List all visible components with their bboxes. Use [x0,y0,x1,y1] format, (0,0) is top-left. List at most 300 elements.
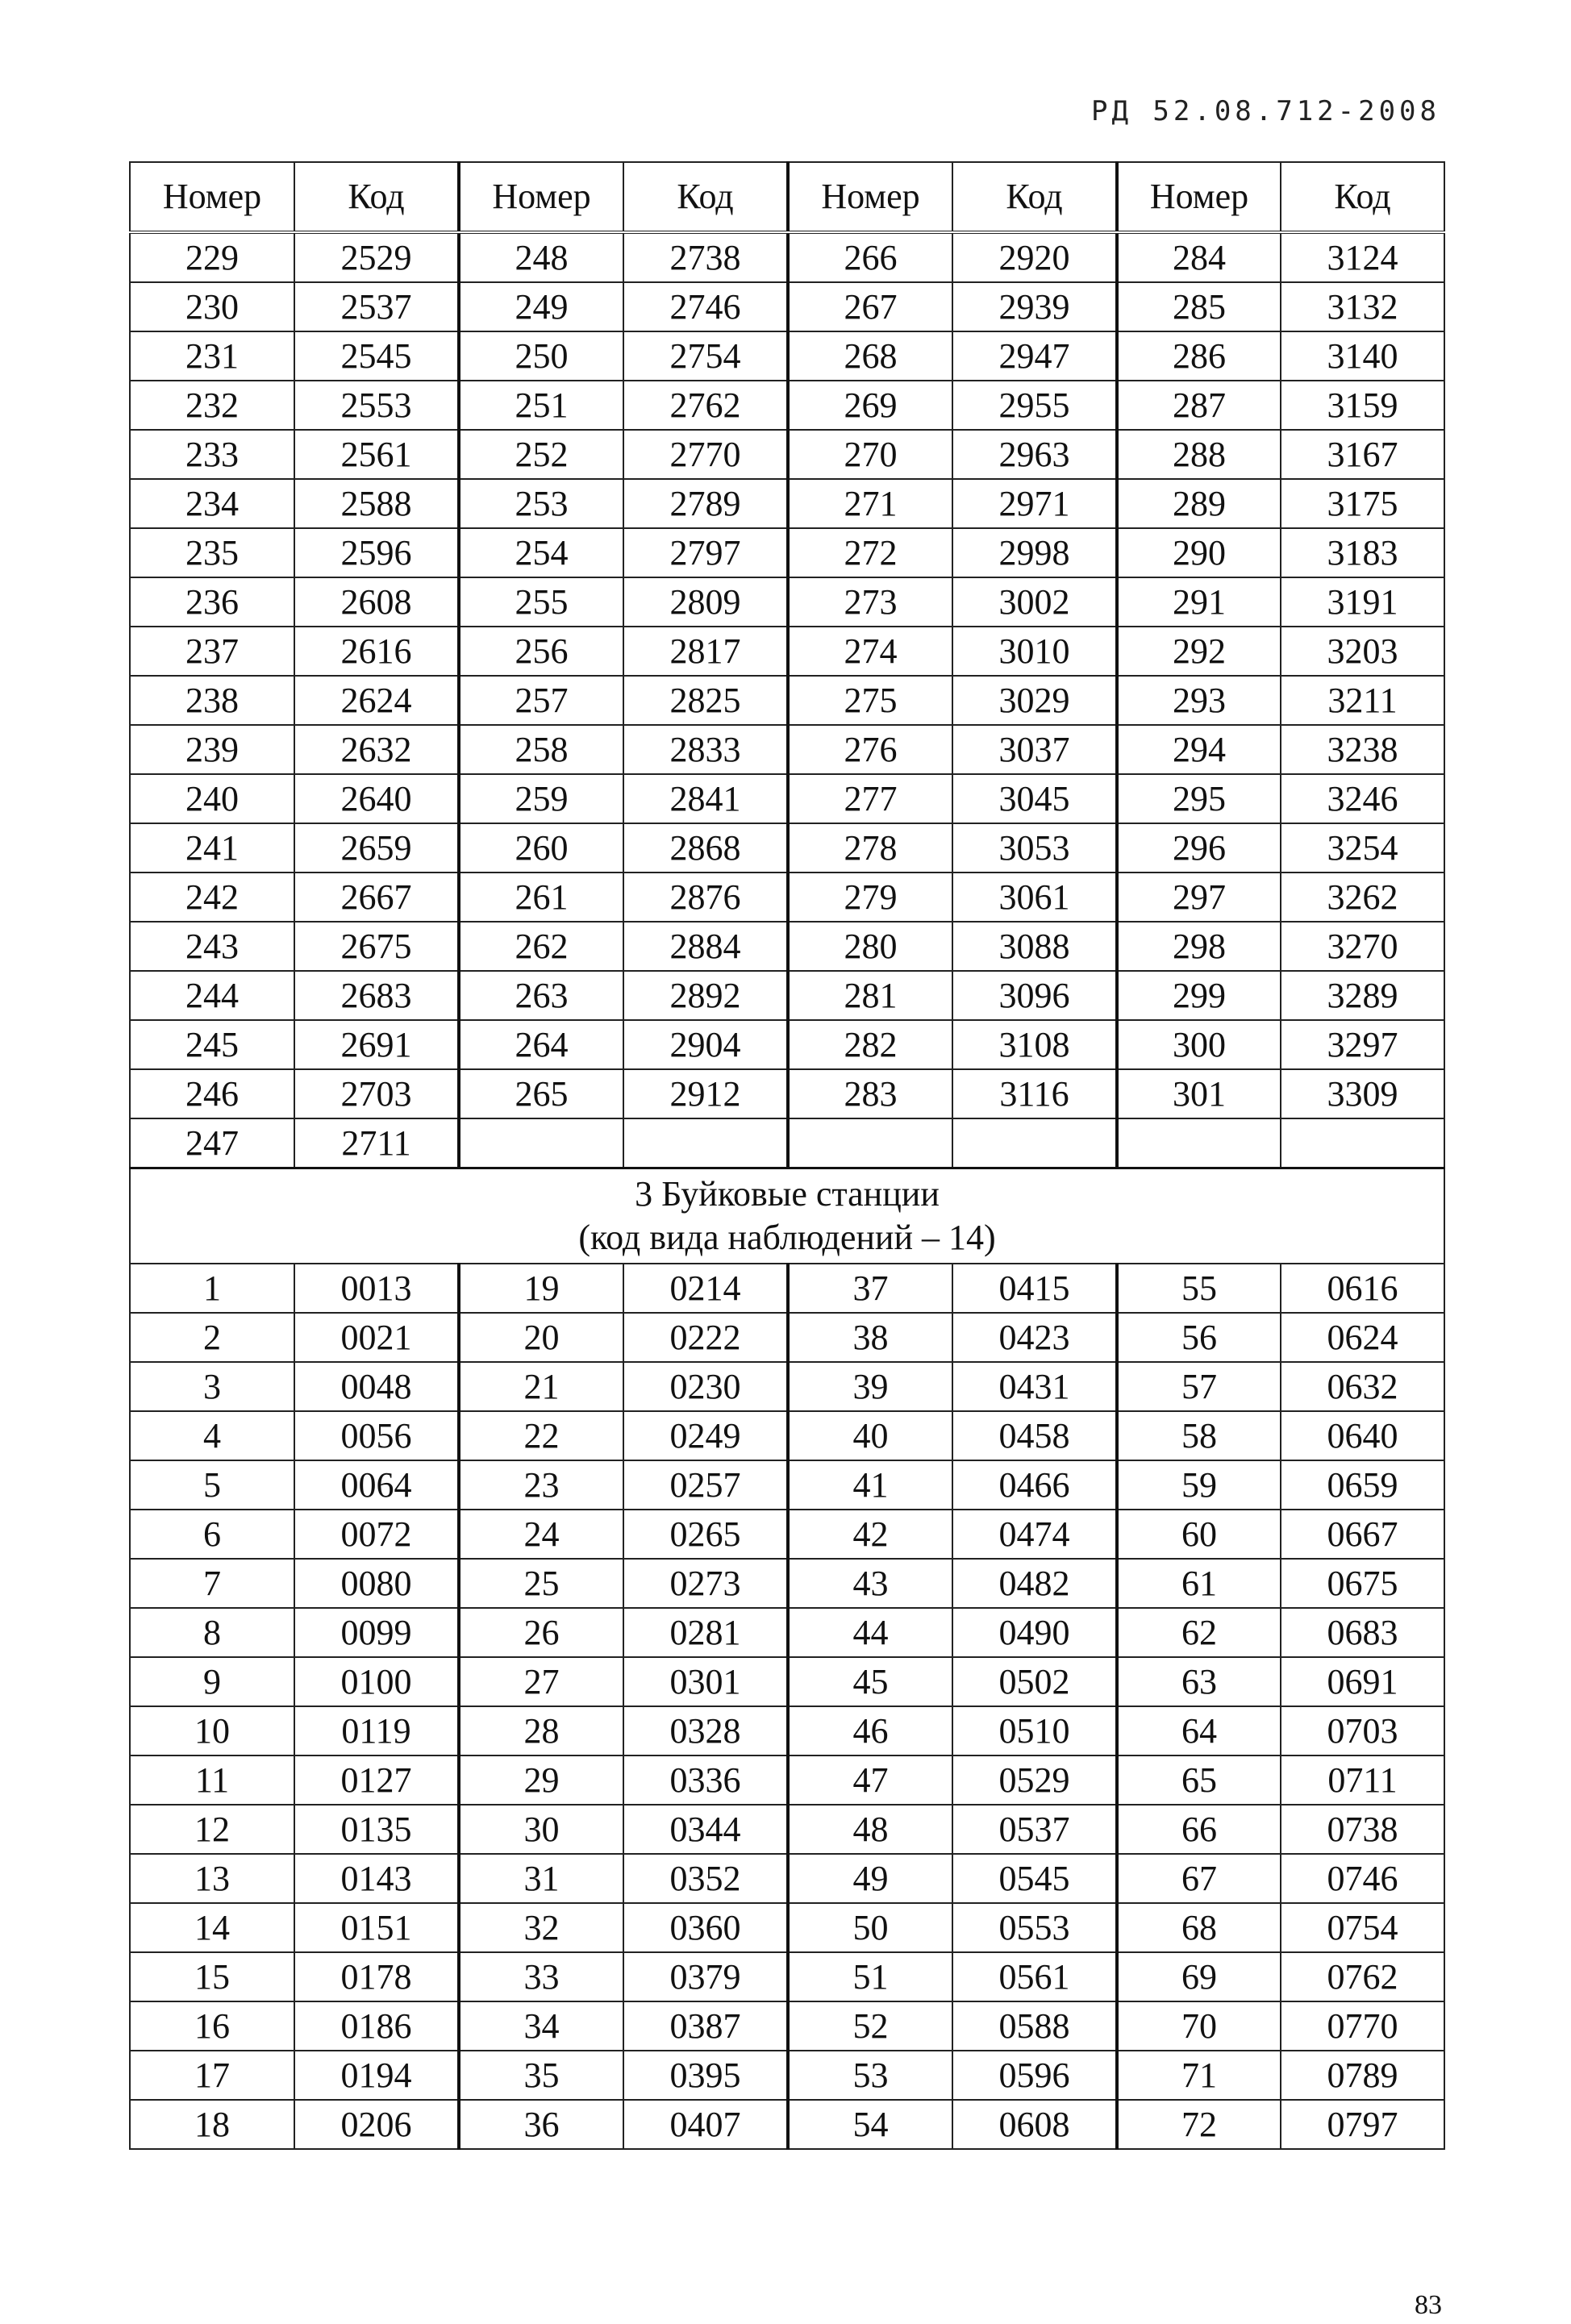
number-cell: 55 [1117,1264,1281,1313]
code-cell: 2892 [623,971,788,1020]
number-cell: 22 [459,1411,623,1460]
code-cell: 0711 [1281,1755,1444,1805]
number-cell: 270 [788,430,952,479]
number-cell: 63 [1117,1657,1281,1706]
table-row [130,2051,1444,2100]
code-cell: 0561 [952,1952,1117,2001]
code-cell: 0640 [1281,1411,1444,1460]
code-cell: 2825 [623,676,788,725]
code-cell: 3254 [1281,823,1444,873]
number-cell [459,1118,623,1168]
column-header-code: Код [1281,162,1444,232]
number-cell: 293 [1117,676,1281,725]
code-cell: 3270 [1281,922,1444,971]
number-cell: 32 [459,1903,623,1952]
code-cell: 3053 [952,823,1117,873]
number-cell: 235 [130,528,294,577]
code-cell: 2624 [294,676,459,725]
code-cell: 3116 [952,1069,1117,1118]
number-cell: 245 [130,1020,294,1069]
number-cell: 43 [788,1559,952,1608]
number-cell: 48 [788,1805,952,1854]
code-cell: 3045 [952,774,1117,823]
code-cell: 0099 [294,1608,459,1657]
column-header-number: Номер [788,162,952,232]
code-cell: 0529 [952,1755,1117,1805]
number-cell: 57 [1117,1362,1281,1411]
table-body-part2 [130,1264,1444,2149]
code-cell: 0206 [294,2100,459,2149]
code-cell: 3140 [1281,331,1444,381]
code-cell: 3010 [952,627,1117,676]
code-cell: 0048 [294,1362,459,1411]
number-cell: 251 [459,381,623,430]
number-cell: 253 [459,479,623,528]
number-cell: 297 [1117,873,1281,922]
number-cell: 10 [130,1706,294,1755]
number-cell: 267 [788,282,952,331]
code-cell: 2683 [294,971,459,1020]
number-cell: 248 [459,232,623,282]
code-cell: 2545 [294,331,459,381]
number-cell: 272 [788,528,952,577]
number-cell: 263 [459,971,623,1020]
table-row [130,2100,1444,2149]
number-cell: 52 [788,2001,952,2051]
number-cell: 37 [788,1264,952,1313]
table-row [130,1313,1444,1362]
header-row [130,162,1444,232]
code-cell: 0273 [623,1559,788,1608]
section-title: 3 Буйковые станции [635,1174,940,1214]
number-cell: 236 [130,577,294,627]
number-cell: 241 [130,823,294,873]
code-cell: 0754 [1281,1903,1444,1952]
number-cell: 12 [130,1805,294,1854]
table-row [130,1805,1444,1854]
number-cell: 234 [130,479,294,528]
code-cell: 2884 [623,922,788,971]
table-row [130,1362,1444,1411]
number-cell: 231 [130,331,294,381]
code-cell: 0545 [952,1854,1117,1903]
code-cell: 0553 [952,1903,1117,1952]
number-cell: 44 [788,1608,952,1657]
code-cell: 0762 [1281,1952,1444,2001]
number-cell: 233 [130,430,294,479]
page-number: 83 [1415,2290,1442,2320]
code-cell: 0395 [623,2051,788,2100]
number-cell: 61 [1117,1559,1281,1608]
code-cell: 2868 [623,823,788,873]
number-cell: 4 [130,1411,294,1460]
number-cell: 294 [1117,725,1281,774]
code-cell: 0387 [623,2001,788,2051]
code-cell: 0667 [1281,1510,1444,1559]
number-cell: 34 [459,2001,623,2051]
number-cell: 290 [1117,528,1281,577]
code-cell: 3096 [952,971,1117,1020]
number-cell: 72 [1117,2100,1281,2149]
code-cell: 3088 [952,922,1117,971]
number-cell: 261 [459,873,623,922]
number-cell: 3 [130,1362,294,1411]
code-cell: 2770 [623,430,788,479]
number-cell: 5 [130,1460,294,1510]
number-cell: 33 [459,1952,623,2001]
code-cell: 0746 [1281,1854,1444,1903]
code-cell: 2616 [294,627,459,676]
code-cell: 0624 [1281,1313,1444,1362]
number-cell: 275 [788,676,952,725]
table-row [130,577,1444,627]
number-cell: 30 [459,1805,623,1854]
code-cell: 3037 [952,725,1117,774]
number-cell: 292 [1117,627,1281,676]
code-cell: 0675 [1281,1559,1444,1608]
number-cell: 298 [1117,922,1281,971]
code-cell: 0328 [623,1706,788,1755]
code-cell: 0344 [623,1805,788,1854]
number-cell: 45 [788,1657,952,1706]
number-cell: 282 [788,1020,952,1069]
table-row [130,1706,1444,1755]
table-row [130,1264,1444,1313]
code-cell: 2691 [294,1020,459,1069]
column-header-number: Номер [459,162,623,232]
number-cell: 23 [459,1460,623,1510]
number-cell: 296 [1117,823,1281,873]
code-cell: 2998 [952,528,1117,577]
number-cell: 283 [788,1069,952,1118]
number-cell: 299 [1117,971,1281,1020]
number-cell: 276 [788,725,952,774]
table-row [130,873,1444,922]
code-cell: 0616 [1281,1264,1444,1313]
code-cell: 2817 [623,627,788,676]
code-cell: 3246 [1281,774,1444,823]
code-cell: 3238 [1281,725,1444,774]
number-cell: 244 [130,971,294,1020]
section-header-row [130,1168,1444,1264]
code-cell: 2809 [623,577,788,627]
code-cell: 0056 [294,1411,459,1460]
code-cell: 3297 [1281,1020,1444,1069]
code-cell: 2955 [952,381,1117,430]
station-code-table [129,161,1445,2150]
number-cell: 70 [1117,2001,1281,2051]
number-cell: 266 [788,232,952,282]
number-cell: 247 [130,1118,294,1168]
number-cell: 13 [130,1854,294,1903]
code-cell: 0703 [1281,1706,1444,1755]
number-cell: 11 [130,1755,294,1805]
table-row [130,1657,1444,1706]
table-row [130,232,1444,282]
number-cell: 36 [459,2100,623,2149]
code-cell: 3183 [1281,528,1444,577]
number-cell: 258 [459,725,623,774]
code-cell: 0352 [623,1854,788,1903]
code-cell: 2588 [294,479,459,528]
code-cell: 2939 [952,282,1117,331]
table-row [130,1854,1444,1903]
number-cell: 279 [788,873,952,922]
number-cell: 295 [1117,774,1281,823]
table-row [130,282,1444,331]
number-cell: 49 [788,1854,952,1903]
column-header-number: Номер [130,162,294,232]
number-cell: 260 [459,823,623,873]
number-cell: 53 [788,2051,952,2100]
code-cell: 0186 [294,2001,459,2051]
table-row [130,1608,1444,1657]
code-cell: 3061 [952,873,1117,922]
code-cell: 2963 [952,430,1117,479]
code-cell: 3159 [1281,381,1444,430]
code-cell: 3132 [1281,282,1444,331]
number-cell: 39 [788,1362,952,1411]
code-cell: 3175 [1281,479,1444,528]
number-cell: 278 [788,823,952,873]
number-cell: 41 [788,1460,952,1510]
number-cell: 249 [459,282,623,331]
code-cell: 2833 [623,725,788,774]
code-cell: 0431 [952,1362,1117,1411]
code-cell: 2659 [294,823,459,873]
code-cell: 0013 [294,1264,459,1313]
code-cell: 2797 [623,528,788,577]
table-row [130,331,1444,381]
number-cell: 15 [130,1952,294,2001]
number-cell: 18 [130,2100,294,2149]
number-cell: 46 [788,1706,952,1755]
code-cell: 0281 [623,1608,788,1657]
number-cell: 255 [459,577,623,627]
number-cell: 7 [130,1559,294,1608]
code-cell: 2762 [623,381,788,430]
code-cell: 2537 [294,282,459,331]
number-cell: 29 [459,1755,623,1805]
code-cell: 0510 [952,1706,1117,1755]
code-cell: 0502 [952,1657,1117,1706]
number-cell: 254 [459,528,623,577]
code-cell: 2640 [294,774,459,823]
number-cell: 287 [1117,381,1281,430]
number-cell: 16 [130,2001,294,2051]
code-cell: 2754 [623,331,788,381]
code-cell: 0482 [952,1559,1117,1608]
code-cell: 0770 [1281,2001,1444,2051]
table-row [130,2001,1444,2051]
table-row [130,1559,1444,1608]
code-cell: 3211 [1281,676,1444,725]
number-cell: 273 [788,577,952,627]
number-cell: 274 [788,627,952,676]
number-cell: 67 [1117,1854,1281,1903]
number-cell: 237 [130,627,294,676]
code-cell: 0588 [952,2001,1117,2051]
number-cell [788,1118,952,1168]
number-cell: 50 [788,1903,952,1952]
number-cell: 40 [788,1411,952,1460]
code-cell: 0064 [294,1460,459,1510]
code-cell: 0100 [294,1657,459,1706]
table-row [130,1952,1444,2001]
code-cell: 2920 [952,232,1117,282]
table-row [130,1411,1444,1460]
number-cell: 31 [459,1854,623,1903]
number-cell: 243 [130,922,294,971]
code-cell: 2904 [623,1020,788,1069]
number-cell: 27 [459,1657,623,1706]
number-cell: 58 [1117,1411,1281,1460]
table-row [130,1020,1444,1069]
number-cell: 42 [788,1510,952,1559]
code-cell: 2675 [294,922,459,971]
table-row [130,381,1444,430]
number-cell: 71 [1117,2051,1281,2100]
code-cell: 2553 [294,381,459,430]
number-cell: 14 [130,1903,294,1952]
number-cell: 51 [788,1952,952,2001]
code-cell: 2738 [623,232,788,282]
table-row [130,676,1444,725]
number-cell: 6 [130,1510,294,1559]
code-cell: 0080 [294,1559,459,1608]
code-cell: 0789 [1281,2051,1444,2100]
code-cell: 0632 [1281,1362,1444,1411]
code-cell: 0797 [1281,2100,1444,2149]
number-cell: 8 [130,1608,294,1657]
column-header-code: Код [294,162,459,232]
number-cell: 2 [130,1313,294,1362]
code-cell: 0127 [294,1755,459,1805]
code-cell: 0257 [623,1460,788,1510]
number-cell: 24 [459,1510,623,1559]
code-cell: 0265 [623,1510,788,1559]
code-cell: 2876 [623,873,788,922]
code-cell: 0490 [952,1608,1117,1657]
number-cell: 239 [130,725,294,774]
number-cell: 47 [788,1755,952,1805]
code-cell: 3203 [1281,627,1444,676]
number-cell: 21 [459,1362,623,1411]
number-cell: 246 [130,1069,294,1118]
code-cell [623,1118,788,1168]
code-cell: 0021 [294,1313,459,1362]
code-cell: 0194 [294,2051,459,2100]
code-cell: 3289 [1281,971,1444,1020]
code-cell: 0222 [623,1313,788,1362]
number-cell: 1 [130,1264,294,1313]
table-row [130,1069,1444,1118]
code-cell: 0249 [623,1411,788,1460]
number-cell: 289 [1117,479,1281,528]
number-cell: 262 [459,922,623,971]
number-cell: 66 [1117,1805,1281,1854]
number-cell: 250 [459,331,623,381]
table-row [130,922,1444,971]
number-cell: 280 [788,922,952,971]
number-cell: 301 [1117,1069,1281,1118]
number-cell [1117,1118,1281,1168]
code-cell: 3167 [1281,430,1444,479]
number-cell: 242 [130,873,294,922]
code-cell: 0683 [1281,1608,1444,1657]
number-cell: 291 [1117,577,1281,627]
number-cell: 68 [1117,1903,1281,1952]
number-cell: 256 [459,627,623,676]
code-cell: 2841 [623,774,788,823]
number-cell: 69 [1117,1952,1281,2001]
number-cell: 38 [788,1313,952,1362]
number-cell: 59 [1117,1460,1281,1510]
number-cell: 259 [459,774,623,823]
code-cell: 0537 [952,1805,1117,1854]
table-row [130,725,1444,774]
code-cell: 0738 [1281,1805,1444,1854]
number-cell: 288 [1117,430,1281,479]
number-cell: 284 [1117,232,1281,282]
section-header-body [130,1168,1444,1264]
document-code: РД 52.08.712-2008 [1091,95,1440,127]
number-cell: 286 [1117,331,1281,381]
number-cell: 56 [1117,1313,1281,1362]
code-cell: 2746 [623,282,788,331]
number-cell: 9 [130,1657,294,1706]
code-cell: 0230 [623,1362,788,1411]
table-row [130,1118,1444,1168]
code-cell: 0608 [952,2100,1117,2149]
number-cell: 35 [459,2051,623,2100]
code-cell: 2561 [294,430,459,479]
section-header-cell [130,1168,1444,1264]
number-cell: 20 [459,1313,623,1362]
code-cell: 2703 [294,1069,459,1118]
code-cell: 3191 [1281,577,1444,627]
code-cell: 2608 [294,577,459,627]
number-cell: 281 [788,971,952,1020]
code-cell: 0474 [952,1510,1117,1559]
code-cell [1281,1118,1444,1168]
code-cell: 0659 [1281,1460,1444,1510]
code-cell: 2947 [952,331,1117,381]
number-cell: 28 [459,1706,623,1755]
code-cell: 3124 [1281,232,1444,282]
number-cell: 265 [459,1069,623,1118]
number-cell: 232 [130,381,294,430]
number-cell: 17 [130,2051,294,2100]
table-row [130,971,1444,1020]
table-row [130,1903,1444,1952]
code-cell: 0691 [1281,1657,1444,1706]
table-row [130,823,1444,873]
number-cell: 64 [1117,1706,1281,1755]
number-cell: 240 [130,774,294,823]
number-cell: 238 [130,676,294,725]
code-cell: 0119 [294,1706,459,1755]
number-cell: 271 [788,479,952,528]
number-cell: 25 [459,1559,623,1608]
code-cell: 0458 [952,1411,1117,1460]
code-cell: 0407 [623,2100,788,2149]
table-body-part1 [130,232,1444,1168]
number-cell: 285 [1117,282,1281,331]
code-cell: 2971 [952,479,1117,528]
table-row [130,627,1444,676]
code-cell: 0336 [623,1755,788,1805]
